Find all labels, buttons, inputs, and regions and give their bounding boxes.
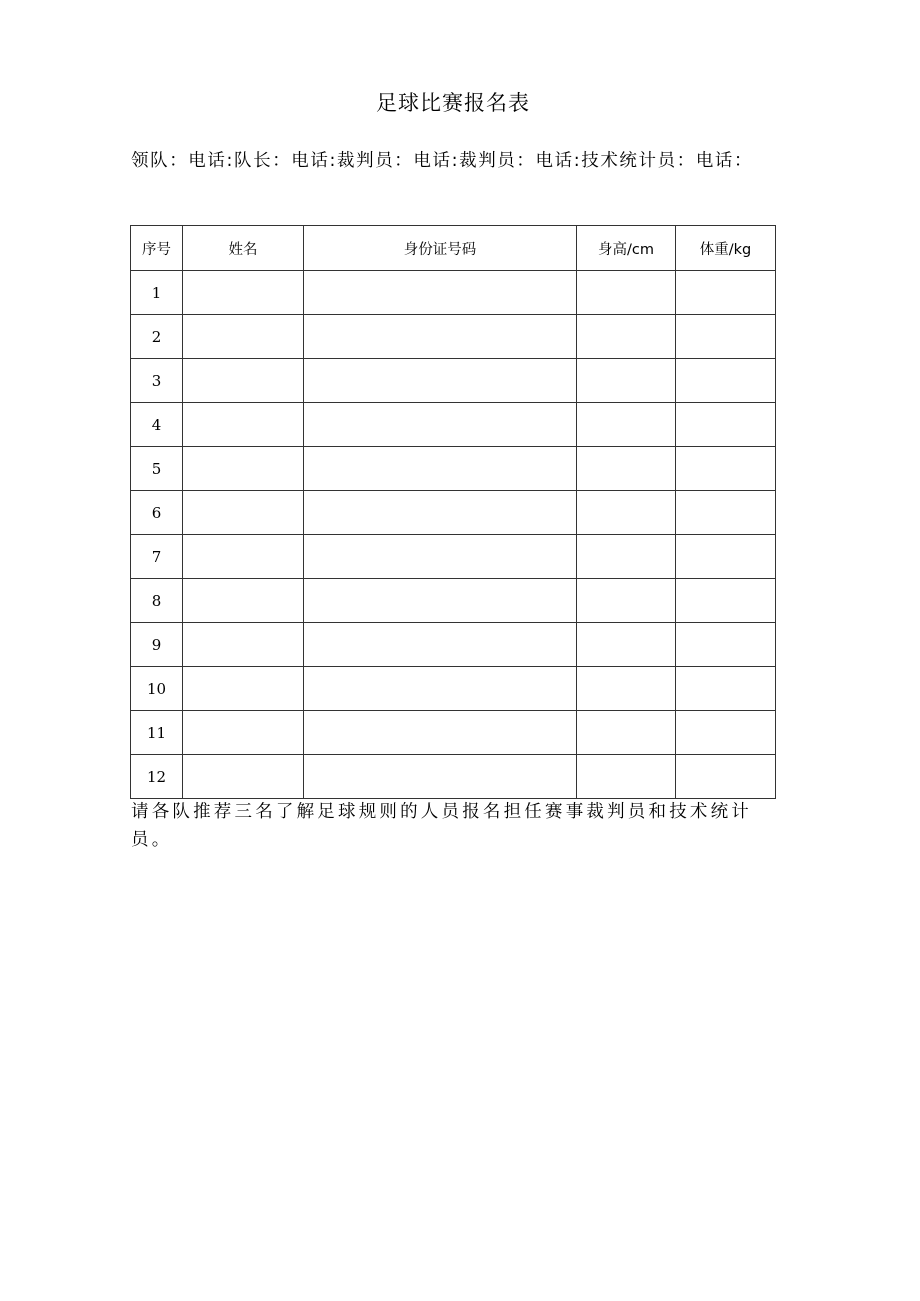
weight-cell[interactable] <box>676 711 776 755</box>
table-row <box>131 403 776 447</box>
row-number-cell: 5 <box>131 447 183 491</box>
table-body <box>131 271 776 799</box>
contact-leader: 领队：电话: <box>131 151 234 171</box>
table-row <box>131 271 776 315</box>
id-number-cell[interactable] <box>304 403 577 447</box>
contact-referee-2: 裁判员：电话: <box>459 151 582 171</box>
name-cell[interactable] <box>183 535 304 579</box>
height-cell[interactable] <box>577 579 676 623</box>
table-row <box>131 359 776 403</box>
id-number-cell[interactable] <box>304 755 577 799</box>
table-row <box>131 623 776 667</box>
height-cell[interactable] <box>577 491 676 535</box>
header-name: 姓名 <box>183 226 304 271</box>
height-cell[interactable] <box>577 711 676 755</box>
header-number: 序号 <box>131 226 183 271</box>
weight-cell[interactable] <box>676 755 776 799</box>
header-id-number: 身份证号码 <box>304 226 577 271</box>
name-cell[interactable] <box>183 667 304 711</box>
name-cell[interactable] <box>183 491 304 535</box>
table-row <box>131 315 776 359</box>
id-number-cell[interactable] <box>304 623 577 667</box>
height-cell[interactable] <box>577 271 676 315</box>
id-number-cell[interactable] <box>304 535 577 579</box>
row-number-cell: 6 <box>131 491 183 535</box>
table-row <box>131 755 776 799</box>
table-row <box>131 667 776 711</box>
contact-captain: 队长：电话: <box>234 151 337 171</box>
name-cell[interactable] <box>183 711 304 755</box>
id-number-cell[interactable] <box>304 491 577 535</box>
weight-cell[interactable] <box>676 491 776 535</box>
id-number-cell[interactable] <box>304 711 577 755</box>
row-number-cell: 1 <box>131 271 183 315</box>
row-number-cell: 2 <box>131 315 183 359</box>
name-cell[interactable] <box>183 359 304 403</box>
weight-cell[interactable] <box>676 271 776 315</box>
name-cell[interactable] <box>183 755 304 799</box>
id-number-cell[interactable] <box>304 359 577 403</box>
weight-cell[interactable] <box>676 359 776 403</box>
table-row <box>131 447 776 491</box>
name-cell[interactable] <box>183 579 304 623</box>
weight-cell[interactable] <box>676 623 776 667</box>
table-row <box>131 491 776 535</box>
page-title: 足球比赛报名表 <box>376 91 530 115</box>
height-cell[interactable] <box>577 359 676 403</box>
id-number-cell[interactable] <box>304 579 577 623</box>
weight-cell[interactable] <box>676 447 776 491</box>
id-number-cell[interactable] <box>304 447 577 491</box>
height-cell[interactable] <box>577 667 676 711</box>
table-row <box>131 711 776 755</box>
row-number-cell: 11 <box>131 711 183 755</box>
name-cell[interactable] <box>183 315 304 359</box>
id-number-cell[interactable] <box>304 271 577 315</box>
height-cell[interactable] <box>577 623 676 667</box>
id-number-cell[interactable] <box>304 667 577 711</box>
row-number-cell: 7 <box>131 535 183 579</box>
height-cell[interactable] <box>577 447 676 491</box>
row-number-cell: 10 <box>131 667 183 711</box>
height-cell[interactable] <box>577 403 676 447</box>
contact-statistician: 技术统计员：电话： <box>581 151 754 171</box>
name-cell[interactable] <box>183 271 304 315</box>
contact-referee-1: 裁判员：电话: <box>337 151 460 171</box>
weight-cell[interactable] <box>676 579 776 623</box>
row-number-cell: 4 <box>131 403 183 447</box>
registration-table <box>130 225 776 799</box>
table-row <box>131 579 776 623</box>
row-number-cell: 12 <box>131 755 183 799</box>
weight-cell[interactable] <box>676 315 776 359</box>
row-number-cell: 3 <box>131 359 183 403</box>
name-cell[interactable] <box>183 623 304 667</box>
weight-cell[interactable] <box>676 667 776 711</box>
weight-cell[interactable] <box>676 403 776 447</box>
weight-cell[interactable] <box>676 535 776 579</box>
contact-line <box>131 136 791 186</box>
height-cell[interactable] <box>577 315 676 359</box>
header-height: 身高/cm <box>577 226 676 271</box>
id-number-cell[interactable] <box>304 315 577 359</box>
row-number-cell: 8 <box>131 579 183 623</box>
row-number-cell: 9 <box>131 623 183 667</box>
name-cell[interactable] <box>183 403 304 447</box>
header-weight: 体重/kg <box>676 226 776 271</box>
height-cell[interactable] <box>577 535 676 579</box>
footnote: 请各队推荐三名了解足球规则的人员报名担任赛事裁判员和技术统计员。 <box>131 802 752 850</box>
table-header-row <box>131 226 776 271</box>
name-cell[interactable] <box>183 447 304 491</box>
height-cell[interactable] <box>577 755 676 799</box>
table-row <box>131 535 776 579</box>
